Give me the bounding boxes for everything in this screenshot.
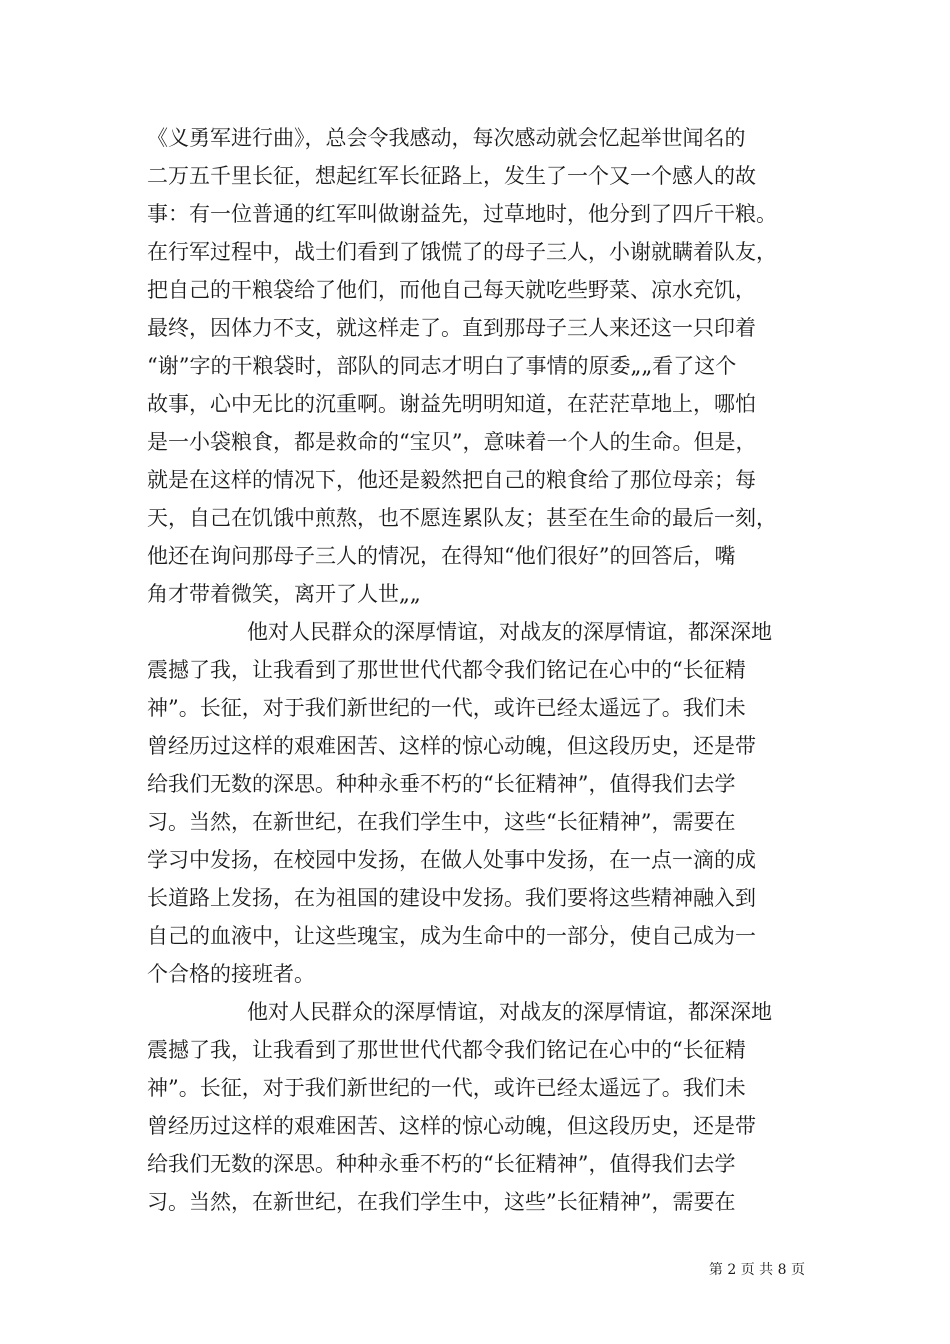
paragraph-2-line-6: 习。当然，在新世纪，在我们学生中，这些“长征精神”，需要在 xyxy=(147,810,736,834)
paragraph-1-line-2: 二万五千里长征，想起红军长征路上，发生了一个又一个感人的故 xyxy=(147,164,756,188)
paragraph-3-line-3: 神”。长征，对于我们新世纪的一代，或许已经太遥远了。我们未 xyxy=(147,1076,746,1100)
paragraph-2-line-7: 学习中发扬，在校园中发扬，在做人处事中发扬，在一点一滴的成 xyxy=(147,848,756,872)
paragraph-1-line-13: 角才带着微笑，离开了人世„„ xyxy=(147,582,421,606)
page-footer xyxy=(600,1260,805,1280)
paragraph-3-line-6: 习。当然，在新世纪，在我们学生中，这些”长征精神”，需要在 xyxy=(147,1190,736,1214)
paragraph-3-line-4: 曾经历过这样的艰难困苦、这样的惊心动魄，但这段历史，还是带 xyxy=(147,1114,756,1138)
paragraph-2-line-9: 自己的血液中，让这些瑰宝，成为生命中的一部分，使自己成为一 xyxy=(147,924,756,948)
paragraph-1-line-6: 最终，因体力不支，就这样走了。直到那母子三人来还这一只印着 xyxy=(147,316,756,340)
paragraph-3-line-5: 给我们无数的深思。种种永垂不朽的“长征精神”，值得我们去学 xyxy=(147,1152,736,1176)
paragraph-1-line-1: 《义勇军进行曲》，总会令我感动，每次感动就会忆起举世闻名的 xyxy=(147,126,746,150)
paragraph-2-line-10: 个合格的接班者。 xyxy=(147,962,315,986)
paragraph-1-line-4: 在行军过程中，战士们看到了饿慌了的母子三人，小谢就瞒着队友， xyxy=(147,240,777,264)
paragraph-1-line-5: 把自己的干粮袋给了他们，而他自己每天就吃些野菜、凉水充饥， xyxy=(147,278,756,302)
paragraph-3-line-1: 他对人民群众的深厚情谊，对战友的深厚情谊，都深深地 xyxy=(247,1000,772,1024)
paragraph-2-line-1: 他对人民群众的深厚情谊，对战友的深厚情谊，都深深地 xyxy=(247,620,772,644)
paragraph-1-line-11: 天，自己在饥饿中煎熬，也不愿连累队友；甚至在生命的最后一刻， xyxy=(147,506,777,530)
paragraph-1-line-9: 是一小袋粮食，都是救命的“宝贝”，意味着一个人的生命。但是， xyxy=(147,430,757,454)
paragraph-1-line-8: 故事，心中无比的沉重啊。谢益先明明知道，在茫茫草地上，哪怕 xyxy=(147,392,756,416)
paragraph-1-line-10: 就是在这样的情况下，他还是毅然把自己的粮食给了那位母亲；每 xyxy=(147,468,756,492)
paragraph-3-line-2: 震撼了我，让我看到了那世世代代都令我们铭记在心中的“长征精 xyxy=(147,1038,746,1062)
paragraph-1-line-7: “谢”字的干粮袋时，部队的同志才明白了事情的原委„„看了这个 xyxy=(147,354,737,378)
paragraph-2-line-8: 长道路上发扬，在为祖国的建设中发扬。我们要将这些精神融入到 xyxy=(147,886,756,910)
paragraph-2-line-2: 震撼了我，让我看到了那世世代代都令我们铭记在心中的“长征精 xyxy=(147,658,746,682)
paragraph-1-line-12: 他还在询问那母子三人的情况，在得知“他们很好”的回答后，嘴 xyxy=(147,544,736,568)
page-number-label: 第 2 页 共 8 页 xyxy=(708,1262,805,1278)
paragraph-2-line-4: 曾经历过这样的艰难困苦、这样的惊心动魄，但这段历史，还是带 xyxy=(147,734,756,758)
paragraph-2-line-5: 给我们无数的深思。种种永垂不朽的“长征精神”，值得我们去学 xyxy=(147,772,736,796)
paragraph-2-line-3: 神”。长征，对于我们新世纪的一代，或许已经太遥远了。我们未 xyxy=(147,696,746,720)
paragraph-1-line-3: 事：有一位普通的红军叫做谢益先，过草地时，他分到了四斤干粮。 xyxy=(147,202,777,226)
